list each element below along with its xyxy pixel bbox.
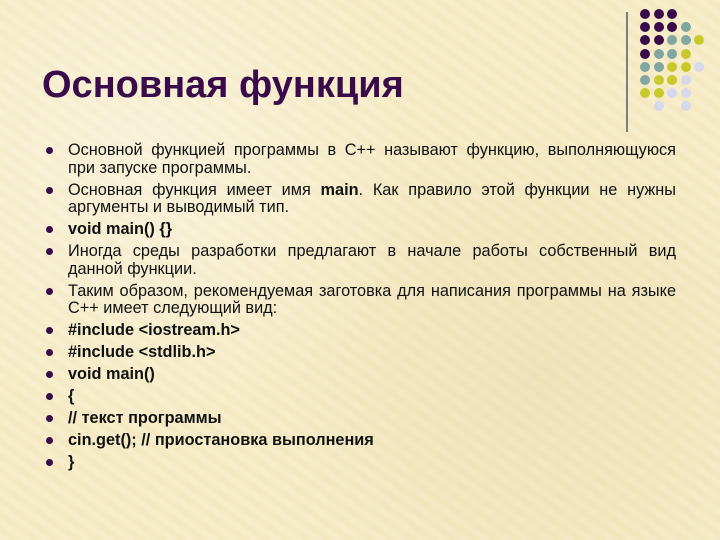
decorative-dot	[640, 35, 650, 45]
decorative-dot	[667, 75, 677, 85]
bullet-text-post: . Как правило этой функции не нужны аргументы и выводимый тип.	[68, 180, 676, 216]
bullet-icon	[46, 371, 53, 378]
decorative-dot	[654, 49, 664, 59]
decorative-dot	[640, 62, 650, 72]
bullet-icon	[46, 248, 53, 255]
list-item	[44, 344, 676, 362]
decorative-dot	[654, 9, 664, 19]
decorative-dot	[654, 35, 664, 45]
bullet-text: Таким образом, рекомендуемая заготовка для написания программы на языке С++ имеет следующий вид:	[68, 281, 676, 317]
decorative-dot	[640, 22, 650, 32]
code-line: cin.get(); // приостановка выполнения	[68, 431, 374, 449]
bullet-text-pre: Основная функция имеет имя	[68, 180, 321, 199]
decorative-dot	[681, 22, 691, 32]
decorative-dot	[681, 101, 691, 111]
decorative-dot	[667, 88, 677, 98]
decorative-dot	[654, 22, 664, 32]
list-item	[44, 388, 676, 406]
decorative-dot-grid	[640, 9, 720, 119]
list-item	[44, 322, 676, 340]
decorative-dot	[667, 22, 677, 32]
decorative-divider	[626, 12, 628, 132]
code-line: // текст программы	[68, 409, 222, 427]
code-line: }	[68, 453, 75, 471]
bullet-icon	[46, 226, 53, 233]
bullet-text: Иногда среды разработки предлагают в начале работы собственный вид данной функции.	[68, 242, 676, 278]
code-line: void main() {}	[68, 220, 173, 238]
bullet-icon	[46, 393, 53, 400]
bullet-list	[44, 142, 676, 476]
decorative-dot	[681, 49, 691, 59]
list-item	[44, 366, 676, 384]
decorative-dot	[640, 88, 650, 98]
list-item	[44, 283, 676, 318]
slide-title: Основная функция	[42, 64, 404, 106]
list-item	[44, 410, 676, 428]
decorative-dot	[654, 62, 664, 72]
decorative-dot	[694, 35, 704, 45]
decorative-dot	[667, 62, 677, 72]
list-item	[44, 142, 676, 177]
bullet-icon	[46, 147, 53, 154]
bullet-text-bold: main	[320, 180, 359, 199]
decorative-dot	[681, 62, 691, 72]
list-item	[44, 221, 676, 239]
code-line: {	[68, 387, 75, 405]
list-item	[44, 243, 676, 278]
bullet-icon	[46, 288, 53, 295]
bullet-icon	[46, 187, 53, 194]
decorative-dot	[681, 75, 691, 85]
decorative-dot	[667, 9, 677, 19]
decorative-dot	[694, 62, 704, 72]
decorative-dot	[640, 75, 650, 85]
bullet-text: Основной функцией программы в С++ называют функцию, выполняющуюся при запуске программы.	[68, 141, 676, 177]
list-item	[44, 432, 676, 450]
decorative-dot	[640, 49, 650, 59]
decorative-dot	[654, 88, 664, 98]
decorative-dot	[667, 49, 677, 59]
code-line: #include <iostream.h>	[68, 321, 240, 339]
decorative-dot	[681, 88, 691, 98]
bullet-icon	[46, 437, 53, 444]
code-line: void main()	[68, 365, 155, 383]
bullet-icon	[46, 327, 53, 334]
list-item	[44, 454, 676, 472]
decorative-dot	[640, 9, 650, 19]
decorative-dot	[654, 101, 664, 111]
bullet-icon	[46, 459, 53, 466]
bullet-icon	[46, 415, 53, 422]
decorative-dot	[681, 35, 691, 45]
list-item	[44, 182, 676, 217]
decorative-dot	[654, 75, 664, 85]
bullet-icon	[46, 349, 53, 356]
code-line: #include <stdlib.h>	[68, 343, 216, 361]
decorative-dot	[667, 35, 677, 45]
